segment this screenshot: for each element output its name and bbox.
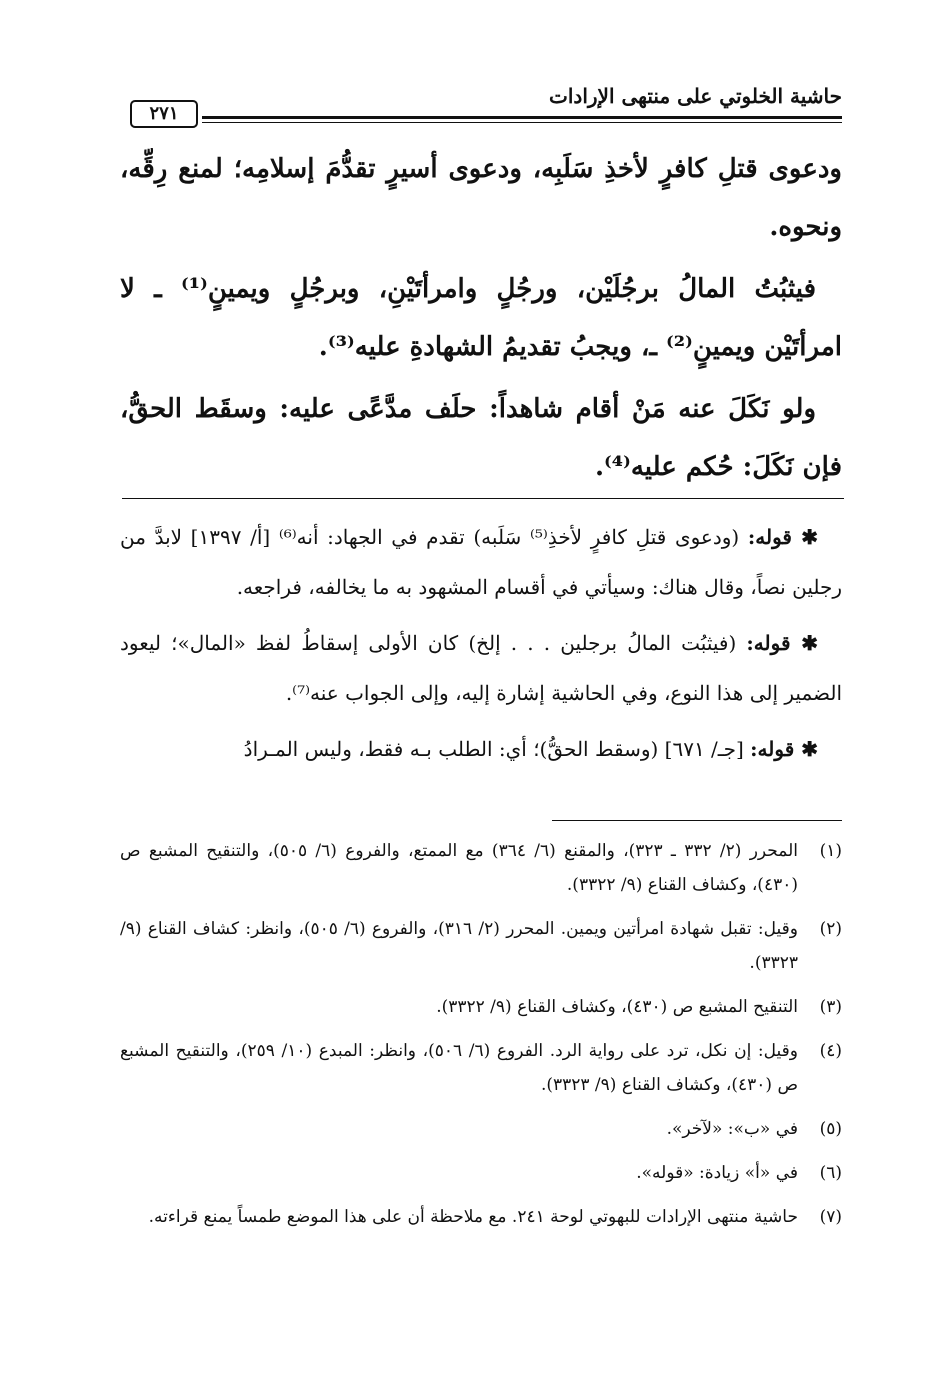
commentary-paragraph [120,618,842,718]
commentary-text: (ودعوى قتلِ كافرٍ لأخذِ⁽⁵⁾ سَلَبه) تقدم في الجهاد: أنه⁽⁶⁾ [أ/ ١٣٩٧] لابدَّ من رجلين نصاً، وقال هناك: وسيأتي في أقسام المشهود به ما يخالفه، فراجعه. [120,525,842,599]
commentary-lead: قوله: [750,737,795,761]
footnote-text: في «أ» زيادة: «قوله». [636,1163,798,1183]
footnote [120,1156,842,1190]
footnote-number: (٣) [819,997,842,1017]
footnote-divider [552,820,842,821]
asterisk-icon: ✱ [791,525,818,549]
main-paragraph: فيثبُتُ المالُ برجُلَيْن، ورجُلٍ وامرأتَيْنِ، وبرجُلٍ ويمينٍ⁽¹⁾ ـ لا امرأتَيْن ويمينٍ⁽²⁾ ـ، ويجبُ تقديمُ الشهادةِ عليه⁽³⁾. [120,274,842,362]
footnote-number: (١) [819,841,842,861]
footnote [120,1112,842,1146]
page-number: ٢٧١ [130,100,198,128]
footnote-number: (٦) [819,1163,842,1183]
commentary-paragraph [120,512,842,612]
footnote [120,990,842,1024]
footnote-text: حاشية منتهى الإرادات للبهوتي لوحة ٢٤١. مع ملاحظة أن على هذا الموضع طمساً يمنع قراءته. [148,1207,798,1227]
footnotes [120,834,842,1244]
header-rule-thin [202,122,842,123]
footnote-number: (٧) [819,1207,842,1227]
footnote-number: (٤) [819,1041,842,1061]
footnote-text: في «ب»: «لآخر». [666,1119,798,1139]
commentary-lead: قوله: [747,525,792,549]
asterisk-icon: ✱ [794,737,818,761]
commentary [120,512,842,780]
main-paragraph: ودعوى قتلِ كافرٍ لأخذِ سَلَبِه، ودعوى أسيرٍ تقدُّمَ إسلامِه؛ لمنع رِقِّه، ونحوه. [120,154,842,242]
footnote [120,1200,842,1234]
header-rule [202,116,842,119]
commentary-lead: قوله: [746,631,791,655]
footnote [120,1034,842,1102]
text-divider [122,498,844,499]
footnote-text: وقيل: إن نكل، ترد على رواية الرد. الفروع (٦/ ٥٠٦)، وانظر: المبدع (١٠/ ٢٥٩)، والتنقيح المشبع ص (٤٣٠)، وكشاف القناع (٩/ ٣٣٢٣). [120,1041,799,1095]
commentary-paragraph [120,724,842,774]
footnote-text: التنقيح المشبع ص (٤٣٠)، وكشاف القناع (٩/ ٣٣٢٢). [436,997,798,1017]
asterisk-icon: ✱ [790,631,818,655]
page-header [122,78,842,126]
footnote-number: (٥) [819,1119,842,1139]
running-title: حاشية الخلوتي على منتهى الإرادات [549,84,842,108]
footnote [120,834,842,902]
commentary-text: (فيثبُت المالُ برجلين . . . إلخ) كان الأولى إسقاطُ لفظ «المال»؛ ليعود الضمير إلى هذا النوع، وفي الحاشية إشارة إليه، وإلى الجواب عنه⁽⁷⁾. [120,631,842,705]
main-paragraph: ولو نَكَلَ عنه مَنْ أقام شاهداً: حلَف مدَّعًى عليه: وسقَط الحقُّ، فإن نَكَلَ: حُكم عليه⁽⁴⁾. [120,394,842,482]
footnote [120,912,842,980]
footnote-text: المحرر (٢/ ٣٣٢ ـ ٣٢٣)، والمقنع (٦/ ٣٦٤) مع الممتع، والفروع (٦/ ٥٠٥)، والتنقيح المشبع ص (٤٣٠)، وكشاف القناع (٩/ ٣٣٢٢). [120,841,798,895]
main-text [120,140,842,500]
commentary-text: [جـ/ ٦٧١] (وسقط الحقُّ)؛ أي: الطلب بـه فقط، وليس المـرادُ [243,737,751,761]
footnote-text: وقيل: تقبل شهادة امرأتين ويمين. المحرر (٢/ ٣١٦)، والفروع (٦/ ٥٠٥)، وانظر: كشاف القناع (٩/ ٣٣٢٣). [120,919,798,973]
footnote-number: (٢) [819,919,842,939]
